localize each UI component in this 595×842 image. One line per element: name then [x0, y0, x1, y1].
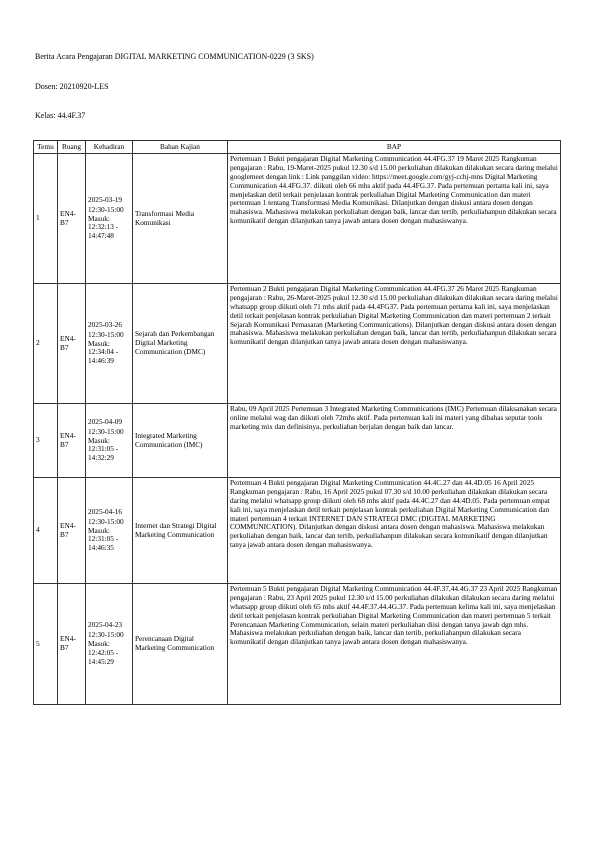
attendance-checkin: Masuk: 12:31:05 - 14:32:29: [88, 435, 119, 463]
attendance-checkin: Masuk: 12:32:13 - 14:47:48: [88, 213, 119, 241]
cell-bap: Pertemuan 4 Bukti pengajaran Digital Marketing Communication 44.4C.27 dan 44.4D.05 16 April 2025 Rangkuman pengajaran : Rabu, 16 April 2025 pukul 07.30 s/d 10.00 perkuliahan dilakukan dilakukan secara daring melalui whatsapp group diikuti oleh 68 mhs aktif pada 44.4C.27 dan 44.4D.05. Pada pertemuan empat kali ini, saya menjelaskan detil terkait penjelasan kontrak perkuliahan Digital Marketing Communication dan materi pertemuan 4 terkait INTERNET DAN STRATEGI DMC (DIGITAL MARKETING COMMUNICATION). Dilanjutkan dengan diskusi antara dosen dengan mahasiswa. Mahasiswa melakukan perkuliahan dengan baik, lancar dan tertib, perkuliahanpun dilakukan secara komunikatif dengan dilanjutkan tanya jawab antara dosen dengan mahasiswanya.: [228, 478, 561, 584]
attendance-date: 2025-04-23: [88, 620, 123, 630]
table-row: [34, 284, 561, 404]
cell-bap: Rabu, 09 April 2025 Pertemuan 3 Integrated Marketing Communications (IMC) Pertemuan dilaksanakan secara online melalui wag dan diikuti oleh 72mhs aktif. Pada pertemuan kali ini materi yang dibahas seputar tools marketing mix dan definisinya, perkuliahan berjalan dengan baik dan lancar.: [228, 404, 561, 478]
table-row: [34, 478, 561, 584]
attendance-schedule: 12:30-15:00: [88, 516, 124, 526]
document-title: Berita Acara Pengajaran DIGITAL MARKETING COMMUNICATION-0229 (3 SKS): [35, 52, 314, 61]
lecturer-id: Dosen: 20210920-LES: [35, 82, 109, 91]
attendance-schedule: 12:30-15:00: [88, 329, 124, 339]
attendance-schedule: 12:30-15:00: [88, 630, 124, 640]
column-header-temu: Temu: [34, 141, 58, 154]
cell-bahan-kajian: Perencanaan Digital Marketing Communication: [133, 584, 228, 705]
cell-bahan-kajian: Transformasi Media Komunikasi: [133, 154, 228, 284]
attendance-schedule: 12:30-15:00: [88, 204, 124, 214]
attendance-date: 2025-03-26: [88, 319, 123, 329]
cell-bap: Pertemuan 2 Bukti pengajaran Digital Marketing Communication 44.4FG.37 26 Maret 2025 Rangkuman pengajaran : Rabu, 26-Maret-2025 pukul 12.30 s/d 15.00 perkuliahan dilakukan dilakukan secara daring melalui whatsapp group diikuti oleh 71 mhs aktif pada 44.4FG37. Pada pertemuan pertama kali ini, saya menjelaskan detil terkait penjelasan kontrak perkuliahan Digital Marketing Communication dan materi pertemuan 2 terkait Sejarah Komunikasi Pemasaran (Marketing Communications). Dilanjutkan dengan diskusi antara dosen dengan mahasiswa. Mahasiswa melakukan perkuliahan dengan baik, lancar dan tertib, perkuliahanpun dilakukan secara komunikatif dengan dilanjutkan tanya jawab antara dosen dengan mahasiswanya.: [228, 284, 561, 404]
teaching-report-table: [33, 140, 561, 705]
cell-kehadiran: [86, 284, 133, 404]
column-header-kehadiran: Kehadiran: [86, 141, 133, 154]
column-header-bap: BAP: [228, 141, 561, 154]
attendance-checkin: Masuk: 12:42:05 - 14:45:29: [88, 639, 119, 666]
class-code: Kelas: 44.4F.37: [35, 111, 86, 120]
cell-ruang: EN4-B7: [58, 154, 86, 284]
cell-temu: 4: [34, 478, 58, 584]
attendance-date: 2025-04-16: [88, 506, 123, 516]
cell-temu: 3: [34, 404, 58, 478]
attendance-schedule: 12:30-15:00: [88, 426, 124, 436]
cell-temu: 1: [34, 154, 58, 284]
table-row: [34, 154, 561, 284]
cell-kehadiran: [86, 404, 133, 478]
cell-bahan-kajian: Sejarah dan Perkembangan Digital Marketing Communication (DMC): [133, 284, 228, 404]
cell-temu: 2: [34, 284, 58, 404]
cell-temu: 5: [34, 584, 58, 705]
table-header-row: [34, 141, 561, 154]
attendance-checkin: Masuk: 12:31:05 - 14:46:35: [88, 525, 119, 553]
cell-kehadiran: [86, 584, 133, 705]
column-header-bahan-kajian: Bahan Kajian: [133, 141, 228, 154]
cell-bahan-kajian: Integrated Marketing Communication (IMC): [133, 404, 228, 478]
table-row: [34, 584, 561, 705]
cell-kehadiran: [86, 154, 133, 284]
attendance-date: 2025-04-09: [88, 416, 123, 426]
cell-bahan-kajian: Internet dan Strategi Digital Marketing Communication: [133, 478, 228, 584]
cell-bap: Pertemuan 5 Bukti pengajaran Digital Marketing Communication 44.4F.37,44.4G.37 23 April 2025 Rangkuman pengajaran : Rabu, 23 April 2025 pukul 12.30 s/d 15.00 perkuliahan dilakukan dilakukan secara daring melalui whatsapp group diikuti oleh 65 mhs aktif 44.4F.37,44.4G.37. Pada pertemuan kelima kali ini, saya menjelaskan detil terkait penjelasan kontrak perkuliahan Digital Marketing Communication dan materi pertemuan 5 terkait Perencanaan Marketing Communication, selain materi perkuliahan diisi dengan tanya jawab dgn mhs. Mahasiswa melakukan perkuliahan dengan baik, lancar dan tertib, perkuliahanpun dilakukan secara komunikatif dengan dilanjutkan tanya jawab antara dosen dengan mahasiswanya.: [228, 584, 561, 705]
cell-ruang: EN4-B7: [58, 478, 86, 584]
cell-ruang: EN4-B7: [58, 404, 86, 478]
cell-ruang: EN4-B7: [58, 284, 86, 404]
attendance-checkin: Masuk: 12:34:04 - 14:46:39: [88, 338, 119, 366]
column-header-ruang: Ruang: [58, 141, 86, 154]
cell-bap: Pertemuan 1 Bukti pengajaran Digital Marketing Communication 44.4FG.37 19 Maret 2025 Rangkuman pengajaran : Rabu, 19-Maret-2025 pukul 12.30 s/d 15.00 perkuliahan dilakukan dilakukan secara daring melalui googlemeet dengan link : Link panggilan video: https://meet.google.com/gyj-cchj-mns Digital Marketing Communication 44.4FG.37. diikuti oleh 66 mhs aktif pada 44.4FG.37. Pada pertemuan pertama kali ini, saya menjelaskan detil terkait penjelasan kontrak perkuliahan Digital Marketing Communication dan materi pertemuan 1 tentang Transformasi Media Komunikasi. Dilanjutkan dengan diskusi antara dosen dengan mahasiswa. Mahasiswa melakukan perkuliahan dengan baik, lancar dan tertib, perkuliahanpun dilakukan secara komunikatif dengan dilanjutkan tanya jawab antara dosen dengan mahasiswanya.: [228, 154, 561, 284]
table-row: [34, 404, 561, 478]
cell-kehadiran: [86, 478, 133, 584]
cell-ruang: EN4-B7: [58, 584, 86, 705]
attendance-date: 2025-03-19: [88, 194, 123, 204]
